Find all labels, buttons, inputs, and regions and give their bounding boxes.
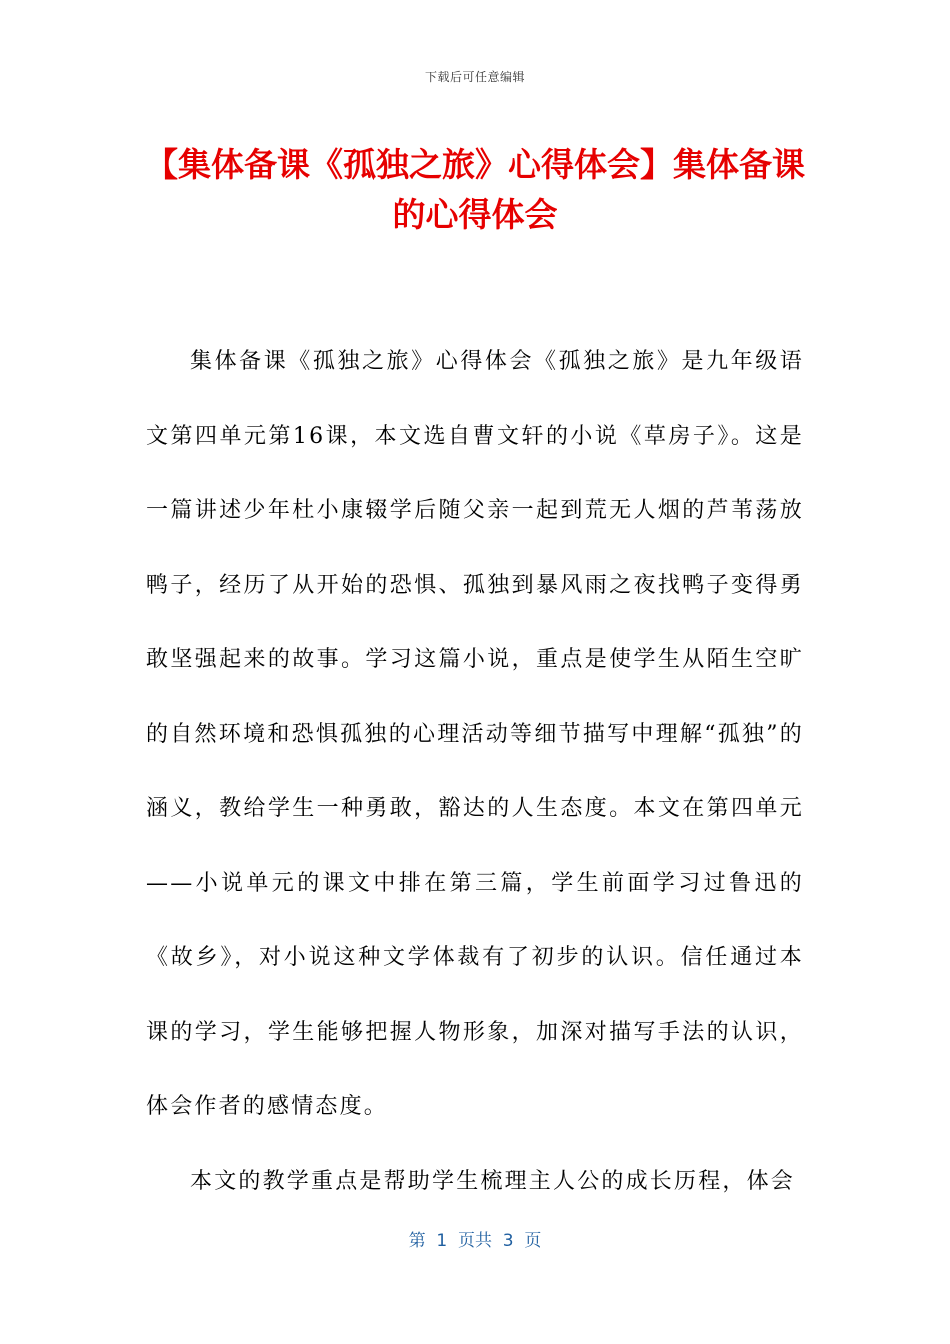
document-body <box>146 325 804 1219</box>
document-title: 【集体备课《孤独之旅》心得体会】集体备课的心得体会 <box>145 145 805 234</box>
paragraph: 集体备课《孤独之旅》心得体会《孤独之旅》是九年级语文第四单元第16课，本文选自曹文轩的小说《草房子》。这是一篇讲述少年杜小康辍学后随父亲一起到荒无人烟的芦苇荡放鸭子，经历了从开始的恐惧、孤独到暴风雨之夜找鸭子变得勇敢坚强起来的故事。学习这篇小说，重点是使学生从陌生空旷的自然环境和恐惧孤独的心理活动等细节描写中理解“孤独”的涵义，教给学生一种勇敢，豁达的人生态度。本文在第四单元——小说单元的课文中排在第三篇，学生前面学习过鲁迅的《故乡》，对小说这种文学体裁有了初步的认识。信任通过本课的学习，学生能够把握人物形象，加深对描写手法的认识，体会作者的感情态度。 <box>146 349 804 1119</box>
header-note: 下载后可任意编辑 <box>424 70 525 84</box>
paragraph: 本文的教学重点是帮助学生梳理主人公的成长历程，体会 <box>190 1168 796 1194</box>
page-footer: 第 1 页共 3 页 <box>408 1231 542 1251</box>
